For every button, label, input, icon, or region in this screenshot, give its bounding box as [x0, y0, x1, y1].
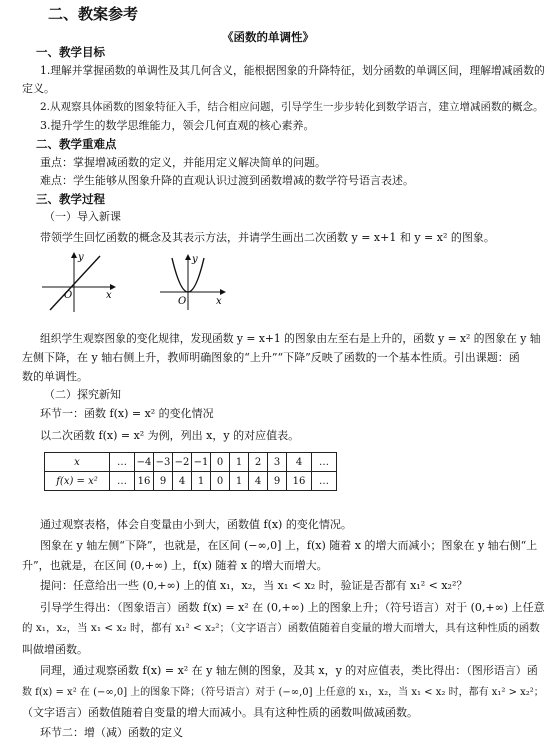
table-intro: 以二次函数 f(x) = x² 为例，列出 x，y 的对应值表。 — [40, 429, 300, 442]
process-heading: 三、教学过程 — [36, 192, 105, 206]
link-1-title: 环节一：函数 f(x) = x² 的变化情况 — [40, 407, 214, 420]
graph-quadratic-function — [158, 250, 230, 312]
table-cell: −4 — [135, 453, 154, 472]
objectives-heading: 一、教学目标 — [36, 45, 105, 59]
graph1-y-label: y — [78, 252, 84, 263]
increasing-definition-line2: 的 x₁，x₂，当 x₁ < x₂ 时，都有 x₁² < x₂²；（文字语言）函数值随着自变量的增大而增大，具有这种性质的函数 — [22, 622, 540, 634]
interval-analysis-line1: 图象在 y 轴左侧“下降”，也就是，在区间 (−∞,0] 上，f(x) 随着 x 的增大而减小；图象在 y 轴右侧“上 — [40, 539, 538, 552]
value-table — [44, 452, 337, 491]
objective-3: 3.提升学生的数学思维能力，领会几何直观的核心素养。 — [40, 119, 315, 132]
graph2-x-label: x — [216, 296, 222, 307]
table-row — [45, 472, 337, 491]
objective-1-line2: 定义。 — [22, 82, 55, 95]
table-cell: 3 — [268, 453, 287, 472]
increasing-definition-line3: 叫做增函数。 — [22, 643, 88, 656]
section-heading: 二、教案参考 — [48, 5, 139, 23]
line-graph-curve — [50, 256, 100, 310]
table-cell: 16 — [287, 472, 312, 491]
lesson-title: 《函数的单调性》 — [222, 30, 314, 44]
key-points-heading: 二、教学重难点 — [36, 137, 117, 151]
increasing-definition-line1: 引导学生得出：（图象语言）函数 f(x) = x² 在 (0,+∞) 上的图象上升；（符号语言）对于 (0,+∞) 上任意 — [40, 601, 545, 614]
interval-analysis-line2: 升”，也就是，在区间 (0,+∞) 上，f(x) 随着 x 的增大而增大。 — [22, 559, 328, 572]
graph1-origin-label: O — [64, 290, 73, 301]
difficulty-point: 难点：学生能够从图象升降的直观认识过渡到函数增减的数学符号语言表述。 — [40, 174, 414, 187]
table-cell: 1 — [230, 453, 249, 472]
table-cell: 4 — [249, 472, 268, 491]
decreasing-definition-line2: 数 f(x) = x² 在 (−∞,0] 上的图象下降；（符号语言）对于 (−∞,0] 上任意的 x₁，x₂，当 x₁ < x₂ 时，都有 x₁² > x₂²； — [22, 687, 544, 698]
table-cell: 0 — [211, 472, 230, 491]
table-cell: … — [312, 453, 337, 472]
table-note: 通过观察表格，体会自变量由小到大，函数值 f(x) 的变化情况。 — [40, 518, 352, 531]
graph2-origin-label: O — [178, 296, 187, 307]
table-cell: 4 — [173, 472, 192, 491]
table-cell: −3 — [154, 453, 173, 472]
objective-1-line1: 1.理解并掌握函数的单调性及其几何含义，能根据图象的升降特征，划分函数的单调区间，理解增减函数的 — [40, 64, 545, 77]
question: 提问：任意给出一些 (0,+∞) 上的值 x₁，x₂，当 x₁ < x₂ 时，验证是否都有 x₁² < x₂²？ — [40, 579, 468, 592]
decreasing-definition-line1: 同理，通过观察函数 f(x) = x² 在 y 轴左侧的图象，及其 x，y 的对应值表，类比得出：（图形语言）函 — [40, 664, 538, 677]
graph1-x-label: x — [106, 290, 112, 301]
table-cell: 1 — [230, 472, 249, 491]
table-cell: 9 — [268, 472, 287, 491]
intro-paragraph: 带领学生回忆函数的概念及其表示方法，并请学生画出二次函数 y = x+1 和 y = x² 的图象。 — [40, 231, 495, 244]
graph2-y-label: y — [192, 254, 198, 265]
table-cell: 9 — [154, 472, 173, 491]
decreasing-definition-line3: （文字语言）函数值随着自变量的增大而减小。具有这种性质的函数叫做减函数。 — [22, 706, 418, 719]
observation-line2: 左侧下降，在 y 轴右侧上升，教师明确图象的“上升”“下降”反映了函数的一个基本性质。引出课题：函 — [22, 351, 520, 364]
table-cell: 0 — [211, 453, 230, 472]
table-cell: 1 — [192, 472, 211, 491]
key-point: 重点：掌握增减函数的定义，并能用定义解决简单的问题。 — [40, 156, 326, 169]
table-cell: −2 — [173, 453, 192, 472]
table-cell: −1 — [192, 453, 211, 472]
table-cell: … — [312, 472, 337, 491]
graph-linear-function — [40, 248, 122, 314]
table-row — [45, 453, 337, 472]
table-header-x: x — [45, 453, 110, 472]
table-cell: 4 — [287, 453, 312, 472]
table-cell: … — [110, 453, 135, 472]
table-cell: 2 — [249, 453, 268, 472]
subsection-intro: （一）导入新课 — [44, 210, 121, 223]
objective-2: 2.从观察具体函数的图象特征入手，结合相应问题，引导学生一步步转化到数学语言，建立增减函数的概念。 — [40, 101, 544, 113]
link-2-title: 环节二：增（减）函数的定义 — [40, 726, 183, 739]
observation-line1: 组织学生观察图象的变化规律，发现函数 y = x+1 的图象由左至右是上升的，函数 y = x² 的图象在 y 轴 — [40, 332, 541, 345]
table-cell: 16 — [135, 472, 154, 491]
observation-line3: 数的单调性。 — [22, 370, 88, 383]
table-header-fx: f(x) = x² — [45, 472, 110, 491]
subsection-explore: （二）探究新知 — [44, 388, 121, 401]
table-cell: … — [110, 472, 135, 491]
